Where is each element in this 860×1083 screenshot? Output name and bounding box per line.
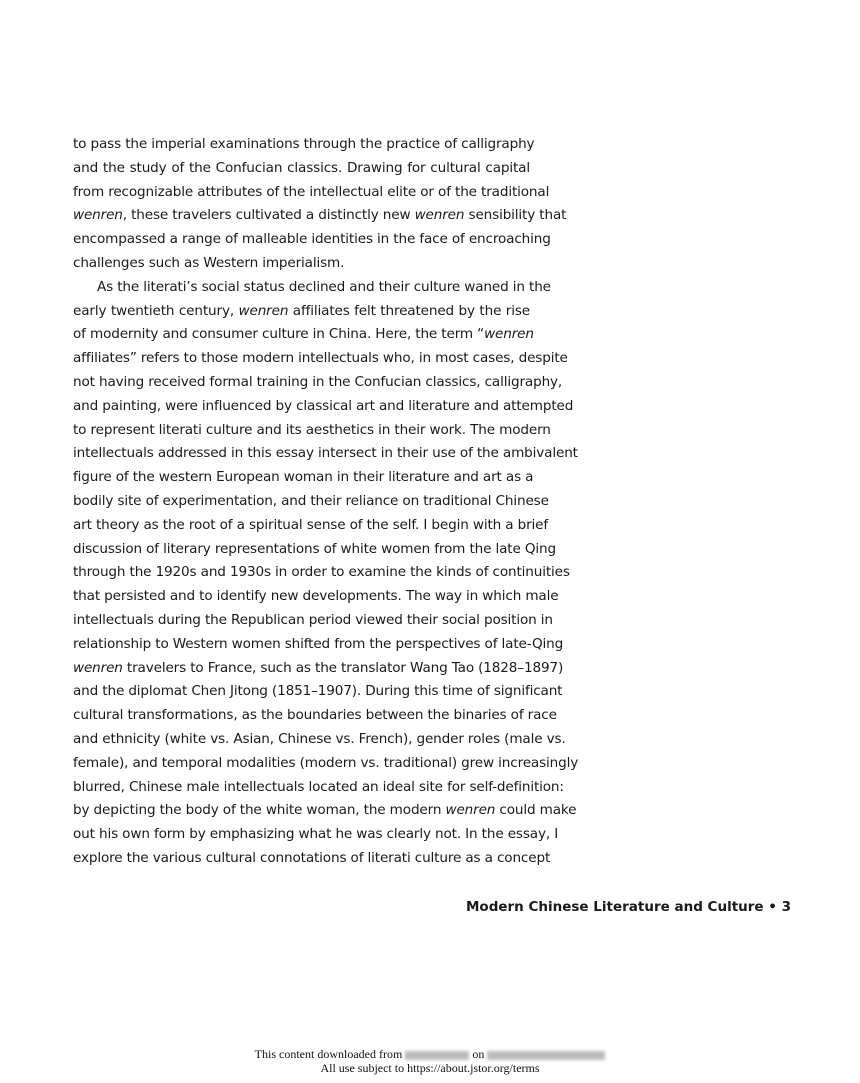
text-segment: by depicting the body of the white woman, the modern [73,802,446,819]
text-line [73,776,564,800]
text-segment: and the diplomat Chen Jitong (1851–1907). During this time of significant [73,683,563,700]
text-line [73,442,578,466]
text-line [73,490,549,514]
text-segment: from recognizable attributes of the intellectual elite or of the traditional [73,183,550,200]
text-segment: intellectuals during the Republican period viewed their social position in [73,611,553,628]
text-segment: that persisted and to identify new developments. The way in which male [73,588,559,605]
text-line [73,799,577,823]
text-segment: early twentieth century, [73,302,239,319]
text-line [73,371,563,395]
text-line [73,419,551,443]
text-segment: and the study of the Confucian classics. Drawing for cultural capital [73,159,530,176]
text-line [73,347,568,371]
text-segment: to represent literati culture and its aesthetics in their work. The modern [73,421,551,438]
text-segment: As the literati’s social status declined and their culture waned in the [97,278,551,295]
text-line [73,133,535,157]
text-line [73,228,551,252]
text-line [73,395,574,419]
text-line [73,514,549,538]
italic-term: wenren [445,802,496,819]
text-line [73,680,563,704]
text-segment: out his own form by emphasizing what he was clearly not. In the essay, I [73,826,559,843]
text-segment: , these travelers cultivated a distinctly new [122,207,415,224]
italic-term: wenren [414,207,465,224]
text-segment: of modernity and consumer culture in China. Here, the term “ [73,326,485,343]
text-segment: figure of the western European woman in their literature and art as a [73,469,534,486]
redacted-timestamp [487,1051,605,1060]
text-line [73,585,559,609]
download-notice [0,1047,860,1062]
text-segment: could make [495,802,577,819]
text-line [73,323,534,347]
text-segment: intellectuals addressed in this essay intersect in their use of the ambivalent [73,445,578,462]
text-segment: to pass the imperial examinations through the practice of calligraphy [73,136,535,152]
text-segment: travelers to France, such as the translator Wang Tao (1828–1897) [122,659,564,676]
terms-notice: All use subject to https://about.jstor.org/terms [320,1061,540,1075]
text-line [73,300,530,324]
text-line [73,609,553,633]
text-segment: encompassed a range of malleable identities in the face of encroaching [73,231,551,248]
text-line [73,157,530,181]
body-text [73,133,579,871]
text-segment: female), and temporal modalities (modern vs. traditional) grew increasingly [73,754,579,771]
text-line [73,561,570,585]
text-line [73,276,551,300]
text-line [73,657,564,681]
text-segment: and painting, were influenced by classical art and literature and attempted [73,397,574,414]
text-segment: discussion of literary representations of white women from the late Qing [73,540,556,557]
text-segment: affiliates felt threatened by the rise [288,302,531,319]
download-middle: on [469,1047,488,1061]
text-line [73,728,566,752]
text-segment: challenges such as Western imperialism. [73,254,345,271]
text-line [73,181,550,205]
text-segment: explore the various cultural connotations of literati culture as a concept [73,849,551,866]
italic-term: wenren [73,207,123,224]
text-segment: and ethnicity (white vs. Asian, Chinese vs. French), gender roles (male vs. [73,730,566,747]
text-segment: through the 1920s and 1930s in order to examine the kinds of continuities [73,564,570,581]
italic-term: wenren [484,326,534,343]
text-line [73,252,530,276]
text-line [73,847,551,871]
text-line [73,823,559,847]
text-line [73,704,557,728]
text-segment: relationship to Western women shifted from the perspectives of late-Qing [73,635,564,652]
italic-term: wenren [238,302,289,319]
text-line [73,466,534,490]
redacted-ip [405,1051,469,1060]
italic-term: wenren [73,659,123,676]
text-segment: affiliates” refers to those modern intellectuals who, in most cases, despite [73,350,568,367]
text-segment: bodily site of experimentation, and their reliance on traditional Chinese [73,492,549,509]
text-line [73,752,579,776]
text-line [73,633,564,657]
text-segment: cultural transformations, as the boundaries between the binaries of race [73,707,557,724]
running-footer: Modern Chinese Literature and Culture • 3 [465,899,791,915]
text-segment: art theory as the root of a spiritual sense of the self. I begin with a brief [73,516,549,533]
text-segment: not having received formal training in the Confucian classics, calligraphy, [73,373,563,390]
text-line [73,538,556,562]
text-line [73,204,567,228]
text-segment: sensibility that [464,207,567,224]
download-prefix: This content downloaded from [254,1047,406,1061]
text-segment: blurred, Chinese male intellectuals located an ideal site for self-definition: [73,778,564,795]
